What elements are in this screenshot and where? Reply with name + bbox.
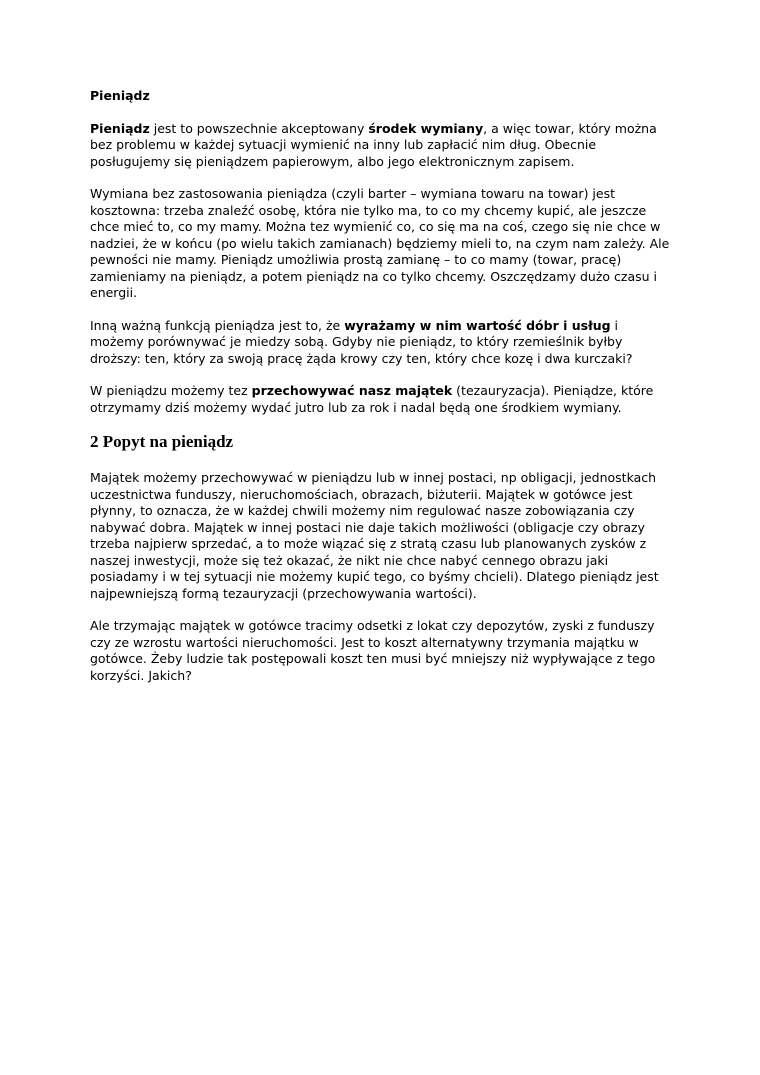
paragraph-majatek: [90, 470, 672, 602]
text-run: Pieniądz: [90, 120, 150, 136]
text-run: Wymiana bez zastosowania pieniądza (czyli barter – wymiana towaru na towar) jest kosztowna: trzeba znaleźć osobę, która nie tylko ma, to co my chcemy kupić, ale jeszcze chce mieć to, co my mamy. Można tez wymienić co, co się ma na coś, czego się nie chce w nadziei, że w końcu (po wielu takich zamianach) będziemy mieli to, na czym nam zależy. Ale pewności nie mamy. Pieniądz umożliwia prostą zamianę – to co mamy (towar, pracę) zamieniamy na pieniądz, a potem pieniądz na co tylko chcemy. Oszczędzamy dużo czasu i energii.: [90, 186, 670, 300]
text-run: Inną ważną funkcją pieniądza jest to, że: [90, 317, 345, 333]
paragraph-barter: [90, 186, 672, 302]
text-run: (tezauryzacja). Pieniądze, które otrzymamy dziś możemy wydać jutro lub za rok i nadal będą one środkiem wymiany.: [90, 383, 654, 415]
text-run: 2 Popyt na pieniądz: [90, 432, 234, 451]
paragraph-tezauryzacja: [90, 383, 672, 416]
text-run: , a więc towar, który można bez problemu w każdej sytuacji wymienić na inny lub zapłacić nim dług. Obecnie posługujemy się pieniądzem papierowym, albo jego elektronicznym zapisem.: [90, 120, 657, 169]
text-run: jest to powszechnie akceptowany: [149, 120, 369, 136]
paragraph-wartosc: [90, 318, 672, 368]
document-body: [90, 88, 672, 684]
text-run: Pieniądz: [90, 88, 150, 103]
text-run: Ale trzymając majątek w gotówce tracimy odsetki z lokat czy depozytów, zyski z funduszy czy ze wzrostu wartości nieruchomości. Jest to koszt alternatywny trzymania majątku w gotówce. Żeby ludzie tak postępowali koszt ten musi być mniejszy niż wypływające z tego korzyści. Jakich?: [90, 618, 656, 683]
text-run: przechowywać nasz majątek: [251, 383, 453, 398]
text-run: Majątek możemy przechowywać w pieniądzu lub w innej postaci, np obligacji, jednostkach uczestnictwa funduszy, nieruchomościach, obrazach, biżuterii. Majątek w gotówce jest płynny, to oznacza, że w każdej chwili możemy nim regulować nasze zobowiązania czy nabywać dobra. Majątek w innej postaci nie daje takich możliwości (obligacje czy obrazy trzeba najpierw sprzedać, a to może wiązać się z stratą czasu lub planowanych zysków z naszej inwestycji, może się też okazać, że nikt nie chce nabyć cennego obrazu jaki posiadamy i w tej sytuacji nie możemy kupić tego, co byśmy chcieli). Dlatego pieniądz jest najpewniejszą formą tezauryzacji (przechowywania wartości).: [90, 470, 659, 601]
paragraph-koszt-alternatywny: [90, 618, 672, 684]
text-run: środek wymiany: [368, 120, 484, 136]
section-heading-popyt: [90, 432, 672, 452]
text-run: i możemy porównywać je miedzy sobą. Gdyby nie pieniądz, to który rzemieślnik byłby droższy: ten, który za swoją pracę żąda krowy czy ten, który chce kozę i dwa kurczaki?: [90, 317, 633, 366]
text-run: wyrażamy w nim wartość dóbr i usług: [344, 317, 611, 333]
paragraph-intro: [90, 121, 672, 171]
text-run: W pieniądzu możemy tez: [90, 383, 252, 398]
document-title: [90, 88, 672, 105]
